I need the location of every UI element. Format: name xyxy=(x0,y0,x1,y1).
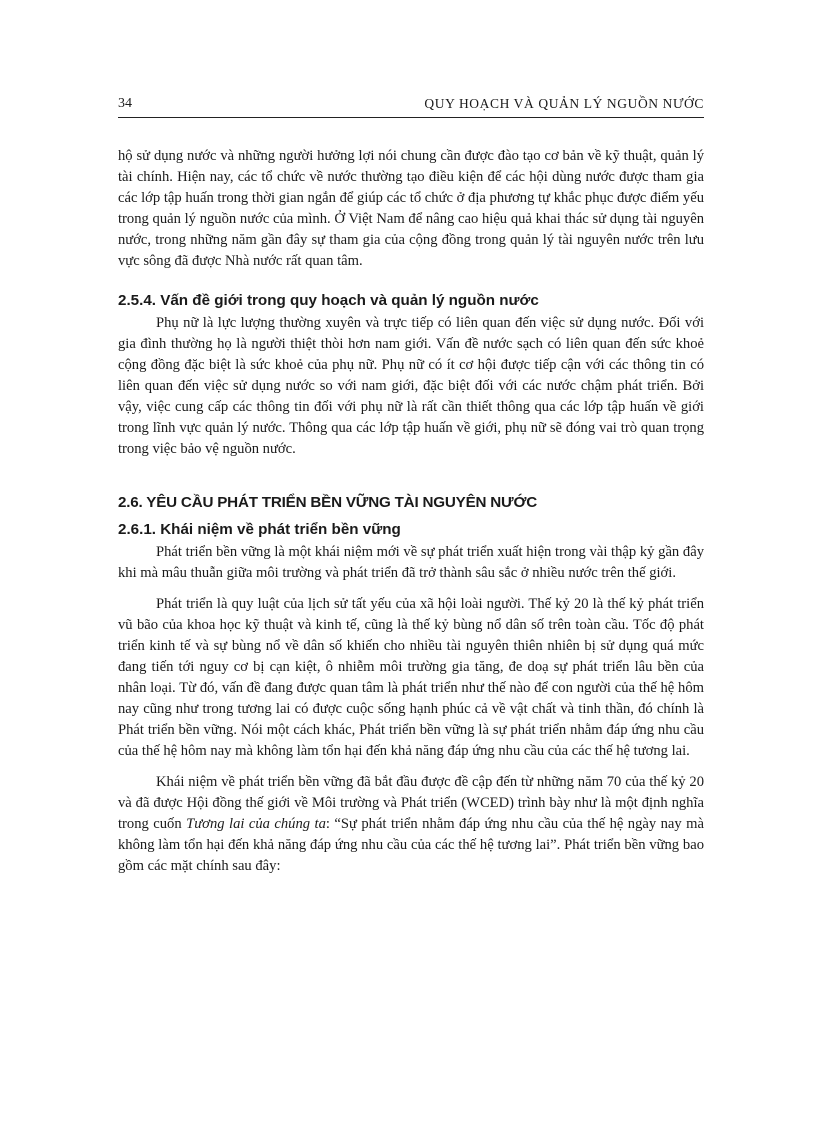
book-page xyxy=(118,96,704,877)
paragraph-definition: Phát triển bền vững là một khái niệm mới về sự phát triển xuất hiện trong vài thập kỷ gần đây khi mà mâu thuẫn giữa môi trường và phát triển đã trở thành sâu sắc ở nhiều nước trên thế giới. xyxy=(118,544,704,581)
paragraph-gender: Phụ nữ là lực lượng thường xuyên và trực tiếp có liên quan đến việc sử dụng nước. Đối với gia đình thường họ là người thiệt thòi hơn nam giới. Vấn đề nước sạch có liên quan đến sức khoẻ cộng đồng đặc biệt là sức khoẻ của phụ nữ. Phụ nữ có ít cơ hội được tiếp cận với các thông tin có liên quan đến việc sử dụng nước so với nam giới, đặc biệt đối với các nước chậm phát triển. Bởi vậy, việc cung cấp các thông tin đối với phụ nữ là rất cần thiết thông qua các lớp tập huấn về giới trong lĩnh vực quản lý nước. Thông qua các lớp tập huấn về giới, phụ nữ sẽ đóng vai trò quan trọng trong việc bảo vệ nguồn nước. xyxy=(118,315,704,457)
paragraph-wced xyxy=(118,772,704,877)
section-heading-2-6: 2.6. YÊU CẦU PHÁT TRIỂN BỀN VỮNG TÀI NGUYÊN NƯỚC xyxy=(118,494,537,511)
wced-text-end: : “Sự phát triển nhằm đáp ứng nhu cầu của thế hệ ngày nay mà không làm tổn hại đến khả năng đáp ứng nhu cầu của các thế hệ tương lai”. Phát triển bền vững bao gồm các mặt chính sau đây: xyxy=(118,816,704,874)
paragraph-continued: hộ sử dụng nước và những người hưởng lợi nói chung cần được đào tạo cơ bản về kỹ thuật, quản lý tài chính. Hiện nay, các tổ chức về nước thường tạo điều kiện để các hội dùng nước được tham gia các lớp tập huấn trong thời gian ngắn để giúp các tổ chức ở địa phương tự khắc phục được điểm yếu trong quản lý nguồn nước của mình. Ở Việt Nam để nâng cao hiệu quả khai thác sử dụng tài nguyên nước, trong những năm gần đây sự tham gia của cộng đồng trong quản lý tài nguyên nước trên lưu vực sông đã được Nhà nước rất quan tâm. xyxy=(118,148,704,269)
running-header xyxy=(118,96,704,118)
subsection-heading-2-6-1: 2.6.1. Khái niệm về phát triển bền vững xyxy=(118,521,401,538)
book-title: Tương lai của chúng ta xyxy=(186,816,326,832)
wced-text-start: Khái niệm về phát triển bền vững đã bắt đầu được đề cập đến từ những năm 70 của thế kỷ 20 và đã được Hội đồng thế giới về Môi trường và Phát triển (WCED) trình bày như là một định nghĩa trong cuốn xyxy=(118,774,704,832)
subsection-heading-2-5-4: 2.5.4. Vấn đề giới trong quy hoạch và quản lý nguồn nước xyxy=(118,292,539,309)
page-number: 34 xyxy=(118,96,132,111)
page-body xyxy=(118,146,704,877)
paragraph-development: Phát triển là quy luật của lịch sử tất yếu của xã hội loài người. Thế kỷ 20 là thế kỷ phát triển vũ bão của khoa học kỹ thuật và kinh tế, cũng là thế kỷ bùng nổ dân số trên toàn cầu. Tốc độ phát triển kinh tế và sự bùng nổ về dân số khiến cho nhiều tài nguyên thiên nhiên bị sử dụng quá mức đang tiến tới nguy cơ bị cạn kiệt, ô nhiễm môi trường gia tăng, đe doạ sự phát triển lâu bền của nhân loại. Từ đó, vấn đề đang được quan tâm là phát triển như thế nào để con người của thế hệ hôm nay cũng như trong tương lai có được cuộc sống hạnh phúc cả về vật chất và tinh thần, đó chính là Phát triển bền vững. Nói một cách khác, Phát triển bền vững là sự phát triển nhằm đáp ứng nhu cầu của thế hệ hôm nay mà không làm tổn hại đến khả năng đáp ứng nhu cầu của các thế hệ tương lai. xyxy=(118,596,704,759)
running-title: QUY HOẠCH VÀ QUẢN LÝ NGUỒN NƯỚC xyxy=(424,96,704,111)
